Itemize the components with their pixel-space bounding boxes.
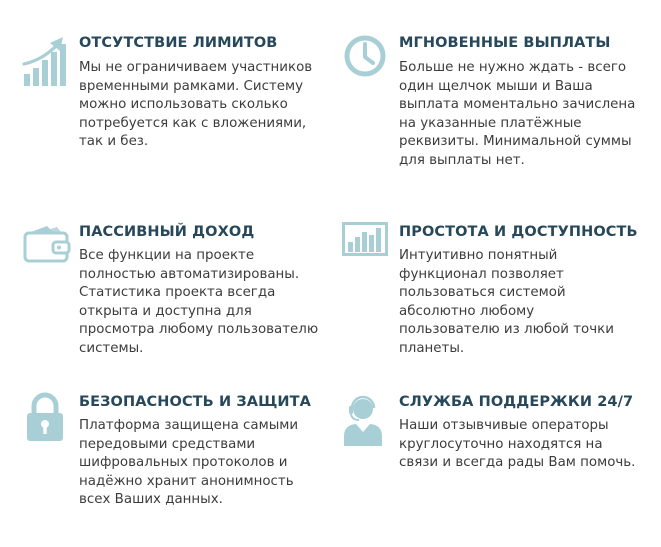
feature-description: Все функции на проекте полностью автоматизированы. Статистика проекта всегда открыта и доступна для просмотра любому пользователю системы. bbox=[79, 248, 319, 356]
feature-description: Платформа защищена самыми передовыми средствами шифровальных протоколов и надёжно хранит анонимность всех Ваших данных. bbox=[79, 418, 299, 508]
feature-title: БЕЗОПАСНОСТЬ И ЗАЩИТА bbox=[79, 394, 311, 410]
feature-description: Интуитивно понятный функционал позволяет пользоваться системой абсолютно любому пользователю из любой точки планеты. bbox=[399, 248, 614, 356]
feature-instant-payouts bbox=[342, 32, 654, 192]
bar-chart-icon bbox=[342, 222, 388, 256]
feature-title: СЛУЖБА ПОДДЕРЖКИ 24/7 bbox=[399, 394, 634, 410]
clock-icon bbox=[343, 34, 387, 78]
feature-title: МГНОВЕННЫЕ ВЫПЛАТЫ bbox=[399, 35, 611, 51]
feature-no-limits bbox=[22, 32, 322, 172]
padlock-icon bbox=[25, 392, 65, 442]
feature-security bbox=[22, 392, 322, 522]
feature-passive-income bbox=[22, 221, 322, 361]
feature-description: Больше не нужно ждать - всего один щелчок мыши и Ваша выплата моментально зачислена на указанные платёжные реквизиты. Минимальной суммы для выплаты нет. bbox=[399, 60, 636, 168]
feature-simplicity bbox=[342, 221, 654, 361]
feature-description: Мы не ограничиваем участников временными рамками. Систему можно использовать сколько потребуется как с вложениями, так и без. bbox=[79, 60, 313, 150]
wallet-icon bbox=[23, 224, 71, 264]
growth-chart-icon bbox=[22, 34, 68, 88]
feature-support bbox=[342, 392, 654, 512]
feature-description: Наши отзывчивые операторы круглосуточно находятся на связи и всегда рады Вам помочь. bbox=[399, 418, 636, 471]
feature-title: ПАССИВНЫЙ ДОХОД bbox=[79, 224, 255, 240]
support-operator-icon bbox=[342, 392, 384, 446]
feature-title: ОТСУТСТВИЕ ЛИМИТОВ bbox=[79, 35, 278, 51]
feature-title: ПРОСТОТА И ДОСТУПНОСТЬ bbox=[399, 224, 638, 240]
